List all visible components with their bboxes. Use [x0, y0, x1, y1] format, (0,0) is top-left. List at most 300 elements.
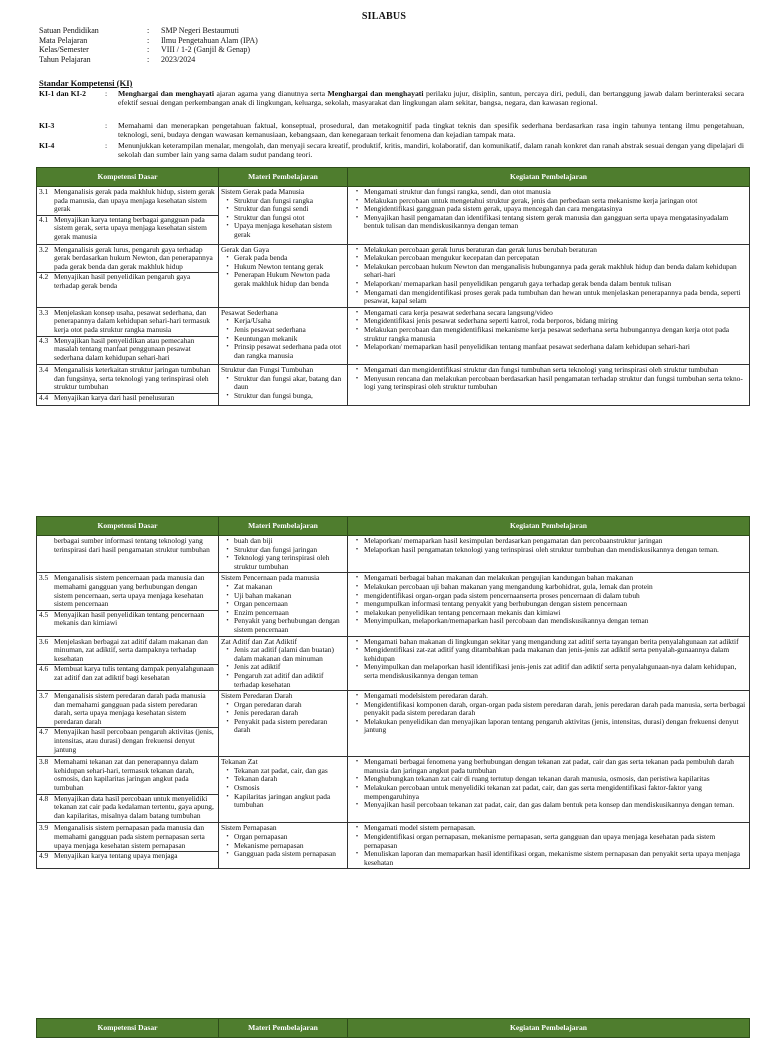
materi-text: Pengaruh zat aditif dan adiktif terhadap kesehatan: [234, 670, 324, 689]
header-materi: Materi Pembelajaran: [219, 1019, 348, 1038]
header-kegiatan: Kegiatan Pembelajaran: [348, 517, 750, 536]
kd-text: Menganalisis keterkaitan struktur jaringan tumbuhan dan fungsinya, serta teknologi yang terinspirasi oleh struktur tumbuhan: [54, 365, 211, 392]
kd-item: [37, 273, 218, 291]
kd-item: [37, 728, 218, 755]
kegiatan-text: Melaporkan/ memaparkan hasil penyelidikan pengaruh gaya terhadap gerak benda dalam bentuk tulisan: [364, 278, 672, 288]
materi-list: [221, 767, 345, 810]
info-value: VIII / 1-2 (Ganjil & Genap): [161, 45, 251, 55]
kd-item: [37, 394, 218, 404]
materi-item: [221, 850, 345, 859]
ki-text: Memahami dan menerapkan pengetahuan faktual, konseptual, prosedural, dan metakognitif pada tingkat teknis dan spesifik sederhana berdasarkan rasa ingin tahunya tentang ilmu pengetahuan, teknologi, seni, budaya dengan wawasan kemanusiaan, kebangsaan, dan kenegaraan terkait fenomena dan kejadian tampak mata.: [118, 121, 744, 139]
bullet-icon: •: [226, 196, 229, 204]
ki-key: KI-3: [39, 121, 55, 130]
kd-number: 4.1: [39, 214, 49, 224]
bullet-icon: •: [355, 646, 359, 654]
bullet-icon: •: [355, 188, 359, 195]
kegiatan-list: [350, 188, 747, 231]
kegiatan-text: Melakukan percobaan hukum Newton dan menganalisis hubungannya pada gerak makhluk hidup dan benda dalam kehidupan sehari-hari: [364, 261, 737, 280]
materi-text: Organ pencernaan: [234, 599, 288, 609]
kegiatan-text: Mengamati model sistem pernapasan.: [364, 823, 476, 833]
materi-item: [221, 271, 345, 288]
kd-number: 3.6: [39, 636, 49, 646]
kd-item: [37, 337, 218, 364]
bullet-icon: •: [355, 617, 359, 625]
bullet-icon: •: [355, 343, 359, 351]
bullet-icon: •: [355, 700, 359, 708]
bullet-icon: •: [355, 205, 359, 213]
materi-text: Teknologi yang terinspirasi oleh struktur tumbuhan: [234, 553, 330, 571]
materi-text: Struktur dan fungsi otot: [234, 212, 305, 222]
info-value: Ilmu Pengetahuan Alam (IPA): [161, 35, 258, 45]
materi-item: [221, 793, 345, 810]
materi-text: Tekanan darah: [234, 774, 278, 784]
info-colon: :: [147, 35, 150, 45]
kompetensi-dasar-cell: [37, 307, 219, 365]
ki-colon: :: [105, 141, 108, 150]
materi-list: [221, 833, 345, 859]
materi-text: Organ peredaran darah: [234, 699, 302, 709]
kegiatan-text: Menghubungkan tekanan zat cair di ruang tertutup dengan tekanan darah manusia, osmosis, dan peristiwa kapilaritas: [364, 774, 710, 784]
info-colon: :: [147, 26, 150, 35]
bullet-icon: •: [355, 279, 359, 287]
bullet-icon: •: [355, 824, 359, 832]
kd-text: Menyajikan data hasil percobaan untuk menyelidiki tekanan zat cair pada kedalaman tertentu, gaya apung, dan kapilaritas, misalnya dalam batang tumbuhan: [54, 793, 214, 820]
info-label: Satuan Pendidikan: [39, 26, 99, 35]
kd-item: [37, 309, 218, 337]
info-row: [39, 55, 258, 65]
kd-item: [37, 665, 218, 683]
kegiatan-item: [350, 833, 747, 850]
bullet-icon: •: [226, 334, 229, 342]
bullet-icon: •: [355, 374, 359, 382]
materi-title: Sistem Peredaran Darah: [221, 691, 293, 701]
materi-text: buah dan biji: [234, 536, 273, 545]
materi-text: Penyakit yang berhubungan dengan sistem pencernaan: [234, 616, 340, 634]
materi-text: Struktur dan fungsi jaringan: [234, 544, 318, 554]
kegiatan-list: [350, 758, 747, 810]
kegiatan-text: Mengamati dan mengidentifikasi proses gerak pada tumbuhan dan hewan untuk menjelaskan penerapannya pada benda, seperti pesawat, kapal selam: [364, 287, 741, 306]
bullet-icon: •: [355, 245, 359, 253]
kegiatan-list: [350, 692, 747, 735]
materi-item: [221, 646, 345, 663]
kompetensi-dasar-cell: [37, 636, 219, 691]
kegiatan-cell: [348, 757, 750, 823]
kegiatan-item: [350, 801, 747, 810]
kd-text: Menganalisis gerak pada makhluk hidup, sistem gerak pada manusia, dan upaya menjaga kesehatan sistem gerak: [54, 187, 215, 214]
kompetensi-dasar-cell: [37, 823, 219, 869]
table-row: [37, 244, 750, 307]
kegiatan-text: Melakukan percobaan dan mengidentifikasi mekanisme kerja pesawat sederhana serta hubungannya dengan kerja otot pada struktur rangka manusia: [364, 324, 730, 343]
bullet-icon: •: [355, 784, 359, 792]
materi-list: [221, 583, 345, 635]
kegiatan-list: [350, 309, 747, 352]
bullet-icon: •: [226, 554, 229, 562]
ki-3-row: [39, 121, 744, 139]
kegiatan-cell: [348, 244, 750, 307]
materi-text: Mekanisme pernapasan: [234, 840, 304, 850]
materi-text: Tekanan zat padat, cair, dan gas: [234, 765, 328, 775]
materi-list: [221, 197, 345, 240]
materi-cell: [219, 573, 348, 636]
materi-text: Jenis pesawat sederhana: [234, 324, 306, 334]
bullet-icon: •: [226, 262, 229, 270]
bullet-icon: •: [226, 608, 229, 616]
materi-title: Sistem Gerak pada Manusia: [221, 187, 305, 196]
info-label: Mata Pelajaran: [39, 35, 88, 45]
kd-number: 4.6: [39, 664, 49, 674]
kd-number: 4.8: [39, 793, 49, 803]
materi-item: [221, 554, 345, 571]
kd-number: 3.2: [39, 244, 49, 254]
table-row: [37, 691, 750, 757]
kegiatan-item: [350, 546, 747, 555]
kegiatan-text: Mengamati bahan makanan di lingkungan sekitar yang mengandung zat aditif serta tayangan berita penyalahgunaan zat adiktif: [364, 636, 739, 646]
header-materi: Materi Pembelajaran: [219, 168, 348, 187]
kegiatan-item: [350, 850, 747, 867]
bullet-icon: •: [226, 374, 229, 382]
materi-text: Kapilaritas jaringan angkut pada tumbuhan: [234, 791, 331, 810]
kd-number: 3.8: [39, 757, 49, 767]
materi-list: [221, 375, 345, 401]
kegiatan-text: Menuliskan laporan dan memaparkan hasil identifikasi organ, mekanisme sistem pernapasan dan penyakit serta upaya menjaga kesehatan: [364, 849, 741, 867]
school-info: [39, 26, 258, 64]
bullet-icon: •: [226, 784, 229, 792]
kegiatan-text: Menyajikan hasil percobaan tekanan zat padat, cair, dan gas dalam bentuk peta konsep dan mendiskusikannya dengan teman.: [364, 800, 735, 810]
kegiatan-cell: [348, 536, 750, 573]
ki-1-2-row: [39, 89, 744, 107]
bullet-icon: •: [355, 366, 359, 374]
materi-list: [221, 646, 345, 689]
kegiatan-text: Mengidentifikasi jenis pesawat sederhana seperti katrol, roda berporos, bidang miring: [364, 316, 618, 326]
kegiatan-text: Melaporkan hasil pengamatan teknologi yang terinspirasi oleh struktur tumbuhan dan mendiskusikannya dengan teman.: [364, 544, 719, 554]
materi-cell: [219, 536, 348, 573]
materi-text: Gangguan pada sistem pernapasan: [234, 849, 336, 859]
materi-title: Pesawat Sederhana: [221, 307, 278, 317]
bullet-icon: •: [226, 717, 229, 725]
table-row: [37, 573, 750, 636]
bullet-icon: •: [355, 801, 359, 809]
bullet-icon: •: [226, 222, 229, 230]
materi-cell: [219, 307, 348, 365]
kegiatan-list: [350, 574, 747, 626]
kd-text: Menganalisis sistem peredaran darah pada manusia dan memahami gangguan pada sistem peredaran darah, serta upaya menjaga kesehatan sistem peredaran darah: [54, 691, 206, 726]
info-row: [39, 45, 258, 55]
kegiatan-text: Melakukan percobaan untuk mengetahui struktur gerak, jenis dan perbedaan serta mekanisme kerja jaringan otot: [364, 195, 698, 205]
info-row: [39, 26, 258, 36]
bullet-icon: •: [226, 205, 229, 213]
materi-title: Zat Aditif dan Zat Adiktif: [221, 636, 297, 646]
bullet-icon: •: [355, 600, 359, 608]
header-kegiatan: Kegiatan Pembelajaran: [348, 168, 750, 187]
kegiatan-item: [350, 784, 747, 801]
kd-text: Menganalisis gerak lurus, pengaruh gaya terhadap gerak berdasarkan hukum Newton, dan penerapannya pada gerak benda dan gerak makhluk hidup: [54, 244, 213, 271]
kd-text: Memahami tekanan zat dan penerapannya dalam kehidupan sehari-hari, termasuk tekanan darah, osmosis, dan kapilaritas jaringan angkut pada tumbuhan: [54, 757, 199, 793]
kd-text: Menyajikan hasil percobaan pengaruh aktivitas (jenis, intensitas, atau durasi) dengan frekuensi denyut jantung: [54, 727, 214, 754]
bullet-icon: •: [355, 591, 359, 599]
kompetensi-dasar-cell: [37, 187, 219, 245]
bullet-icon: •: [355, 254, 359, 262]
kegiatan-text: Melakukan percobaan untuk menyelidiki tekanan zat padat, cair, dan gas serta mengidentifikasi faktor-faktor yang mempengaruhinya: [364, 783, 702, 801]
kegiatan-text: Menyimpulkan, melaporkan/memaparkan hasil percobaan dan mendiskusikannya dengan teman: [364, 616, 649, 626]
kegiatan-text: Mengidentifikasi organ pernapasan, mekanisme pernapasan, serta gangguan dan upaya menjaga kesehatan pada sistem pernapasan: [364, 832, 716, 850]
bullet-icon: •: [355, 608, 359, 616]
kegiatan-cell: [348, 307, 750, 365]
bullet-icon: •: [355, 308, 359, 316]
materi-text: Kerja/Usaha: [234, 316, 271, 326]
info-colon: :: [147, 54, 150, 64]
syllabus-table-1: [36, 167, 750, 406]
kegiatan-text: Menyusun rencana dan melakukan percobaan berdasarkan hasil pengamatan terhadap struktur dan fungsi tumbuhan serta tekno-logi yang terinspirasi oleh struktur tumbuhan: [364, 373, 743, 392]
kegiatan-text: Mengamati cara kerja pesawat sederhana secara langsung/video: [364, 307, 553, 317]
kd-text: Menyajikan karya dari hasil penelusuran: [54, 393, 175, 403]
kd-text: Menyajikan hasil penyelidikan pengaruh gaya terhadap gerak benda: [54, 272, 191, 290]
kegiatan-text: mengumpulkan informasi tentang penyakit yang berhubungan dengan sistem pencernaan: [364, 599, 628, 609]
kegiatan-list: [350, 366, 747, 392]
kegiatan-cell: [348, 691, 750, 757]
kd-item: [37, 246, 218, 274]
info-label: Tahun Pelajaran: [39, 54, 91, 64]
materi-text: Struktur dan fungsi sendi: [234, 204, 309, 214]
kegiatan-list: [350, 824, 747, 867]
bullet-icon: •: [226, 254, 229, 262]
materi-cell: [219, 365, 348, 405]
kegiatan-text: Melaporkan/ memaparkan hasil kesimpulan berdasarkan pengamatan dan percobaanstruktur jaringan: [364, 536, 663, 545]
bullet-icon: •: [226, 766, 229, 774]
kegiatan-text: Mengidentifikasi gangguan pada sistem gerak, upaya mencegah dan cara mengatasinya: [364, 204, 623, 214]
bullet-icon: •: [226, 617, 229, 625]
table-row: [37, 365, 750, 405]
bullet-icon: •: [226, 663, 229, 671]
kegiatan-text: Mengidentifikasi zat-zat aditif yang ditambahkan pada makanan dan jenis-jenis zat adiktif serta penyalah-gunaannya dalam kehidupan: [364, 645, 730, 663]
kegiatan-cell: [348, 823, 750, 869]
kegiatan-text: Melaporkan/ memaparkan hasil penyelidikan tentang manfaat pesawat sederhana dalam kehidupan sehari-hari: [364, 342, 690, 352]
kegiatan-text: Mengamati berbagai bahan makanan dan melakukan pengujian kandungan bahan makanan: [364, 573, 634, 583]
ki-key: KI-4: [39, 141, 55, 150]
bullet-icon: •: [355, 213, 359, 221]
bullet-icon: •: [226, 833, 229, 840]
kompetensi-dasar-cell: [37, 573, 219, 636]
kegiatan-text: Melakukan percobaan uji bahan makanan yang mengandung karbohidrat, gula, lemak dan protein: [364, 581, 653, 591]
kd-text: Menjelaskan berbagai zat aditif dalam makanan dan minuman, zat adiktif, serta dampaknya terhadap kesehatan: [54, 636, 208, 663]
kd-item: [37, 611, 218, 629]
materi-text: Osmosis: [234, 783, 260, 793]
kegiatan-text: Menyimpulkan dan melaporkan hasil identifikasi jenis-jenis zat aditif dan adiktif serta penyalahgunaan-nya dalam kehidupan, serta mendiskusikannya dengan teman: [364, 662, 737, 680]
kd-number: 3.3: [39, 307, 49, 317]
materi-cell: [219, 823, 348, 869]
kegiatan-text: Mengamati modelsistem peredaran darah.: [364, 691, 488, 701]
kd-item: [37, 824, 218, 852]
bullet-icon: •: [355, 637, 359, 645]
syllabus-table-3-header: [36, 1018, 750, 1038]
kd-number: 3.4: [39, 365, 49, 375]
kegiatan-item: [350, 617, 747, 626]
materi-item: [221, 392, 345, 401]
kegiatan-text: Melakukan percobaan gerak lurus beraturan dan gerak lurus berubah beraturan: [364, 244, 597, 254]
kd-item: [37, 795, 218, 822]
table-row: [37, 307, 750, 365]
materi-item: [221, 672, 345, 689]
kd-number: 3.9: [39, 823, 49, 833]
materi-list: [221, 317, 345, 360]
bullet-icon: •: [355, 545, 359, 553]
bullet-icon: •: [355, 537, 359, 544]
ki-4-row: [39, 141, 744, 159]
bullet-icon: •: [355, 663, 359, 671]
info-label: Kelas/Semester: [39, 45, 89, 55]
materi-text: Jenis peredaran darah: [234, 708, 299, 718]
materi-cell: [219, 691, 348, 757]
bullet-icon: •: [226, 591, 229, 599]
kd-number: 4.5: [39, 609, 49, 619]
bullet-icon: •: [355, 833, 359, 840]
kd-item: [37, 638, 218, 666]
materi-title: Sistem Pencernaan pada manusia: [221, 573, 320, 583]
kegiatan-list: [350, 537, 747, 554]
kegiatan-item: [350, 343, 747, 352]
bullet-icon: •: [355, 196, 359, 204]
materi-text: Organ pernapasan: [234, 832, 288, 841]
header-kompetensi-dasar: Kompetensi Dasar: [37, 1019, 219, 1038]
materi-text: Upaya menjaga kesehatan sistem gerak: [234, 221, 332, 239]
kd-text: Menyajikan karya tentang upaya menjaga: [54, 851, 178, 861]
materi-text: Uji bahan makanan: [234, 590, 292, 600]
ki-key: KI-1 dan KI-2: [39, 89, 86, 98]
kegiatan-item: [350, 289, 747, 306]
bullet-icon: •: [226, 700, 229, 708]
materi-text: Gerak pada benda: [234, 253, 288, 263]
kd-text: Menyajikan hasil penyelidikan atau pemecahan masalah tentang manfaat penggunaan pesawat sederhana dalam kehidupan sehari-hari: [54, 335, 195, 362]
bullet-icon: •: [226, 317, 229, 325]
info-colon: :: [147, 45, 150, 55]
kegiatan-list: [350, 638, 747, 681]
bullet-icon: •: [355, 582, 359, 590]
bullet-icon: •: [226, 841, 229, 849]
materi-text: Penerapan Hukum Newton pada gerak makhluk hidup dan benda: [234, 270, 330, 288]
kd-number: 3.7: [39, 691, 49, 701]
header-kompetensi-dasar: Kompetensi Dasar: [37, 517, 219, 536]
bullet-icon: •: [355, 574, 359, 582]
materi-title: Gerak dan Gaya: [221, 244, 270, 254]
header-kegiatan: Kegiatan Pembelajaran: [348, 1019, 750, 1038]
info-value: SMP Negeri Bestaumuti: [161, 26, 239, 35]
bullet-icon: •: [226, 600, 229, 608]
kd-number: 3.1: [39, 187, 49, 196]
bullet-icon: •: [226, 582, 229, 590]
materi-text: Penyakit pada sistem peredaran darah: [234, 716, 328, 735]
kd-item: [37, 366, 218, 394]
kegiatan-cell: [348, 365, 750, 405]
header-kompetensi-dasar: Kompetensi Dasar: [37, 168, 219, 187]
kompetensi-dasar-cell: [37, 244, 219, 307]
kompetensi-dasar-cell: [37, 691, 219, 757]
materi-text: Jenis zat aditif (alami dan buatan) dalam makanan dan minuman: [234, 645, 334, 663]
materi-cell: [219, 244, 348, 307]
bullet-icon: •: [226, 325, 229, 333]
table-row: [37, 823, 750, 869]
kegiatan-text: Melakukan percobaan mengukur kecepatan dan percepatan: [364, 253, 540, 263]
materi-text: Struktur dan fungsi akar, batang dan daun: [234, 373, 342, 392]
bullet-icon: •: [226, 646, 229, 654]
kompetensi-dasar-cell: [37, 365, 219, 405]
ki-text: Menghargai dan menghayati ajaran agama yang dianutnya serta Menghargai dan menghayati perilaku jujur, disiplin, santun, percaya diri, peduli, dan bertanggung jawab dalam berinteraksi secara efektif sesuai dengan perkembangan anak di lingkungan, keluarga, sekolah, masyarakat dan lingkungan alam sekitar, bangsa, negara, dan kawasan regional.: [118, 89, 744, 107]
kegiatan-item: [350, 718, 747, 735]
kompetensi-dasar-cell: [37, 536, 219, 573]
kd-text: Menganalisis sistem pernapasan pada manusia dan memahami gangguan pada sistem pernapasan serta upaya menjaga kesehatan sistem pernapasan: [54, 823, 205, 850]
materi-item: [221, 718, 345, 735]
bullet-icon: •: [355, 758, 359, 766]
kd-number: 4.7: [39, 727, 49, 737]
kegiatan-list: [350, 246, 747, 306]
bullet-icon: •: [355, 288, 359, 296]
materi-list: [221, 254, 345, 288]
bullet-icon: •: [355, 850, 359, 858]
bullet-icon: •: [355, 692, 359, 700]
kd-item: [37, 758, 218, 794]
kd-continuation: berbagai sumber informasi tentang teknologi yang terinspirasi dari hasil pengamatan struktur tumbuhan: [54, 536, 210, 554]
kd-text: Menyajikan karya tentang berbagai gangguan pada sistem gerak, serta upaya menjaga kesehatan sistem gerak manusia: [54, 214, 207, 241]
bullet-icon: •: [226, 792, 229, 800]
kegiatan-text: Mengamati struktur dan fungsi rangka, sendi, dan otot manusia: [364, 187, 551, 196]
materi-title: Struktur dan Fungsi Tumbuhan: [221, 365, 314, 375]
kd-item: [37, 692, 218, 728]
materi-text: Struktur dan fungsi rangka: [234, 195, 314, 205]
kd-number: 4.9: [39, 851, 49, 861]
materi-title: Sistem Pernapasan: [221, 823, 277, 833]
materi-text: Struktur dan fungsi bunga,: [234, 391, 313, 401]
materi-text: Hukum Newton tentang gerak: [234, 261, 324, 271]
ki-text: Menunjukkan keterampilan menalar, mengolah, dan menyaji secara kreatif, produktif, kritis, mandiri, kolaboratif, dan komunikatif, dalam ranah konkret dan ranah abstrak sesuai dengan yang dipelajari di sekolah dan sumber lain yang sama dalam sudut pandang teori.: [118, 141, 744, 159]
kegiatan-text: Mengamati dan mengidentifikasi struktur dan fungsi tumbuhan serta teknologi yang terinspirasi oleh struktur tumbuhan: [364, 365, 719, 375]
kd-number: 4.2: [39, 272, 49, 282]
materi-list: [221, 537, 345, 571]
kegiatan-cell: [348, 636, 750, 691]
header-materi: Materi Pembelajaran: [219, 517, 348, 536]
table-row: [37, 187, 750, 245]
ki-colon: :: [105, 121, 108, 130]
bullet-icon: •: [226, 545, 229, 553]
table-row: [37, 757, 750, 823]
bullet-icon: •: [226, 213, 229, 221]
kd-text: Menjelaskan konsep usaha, pesawat sederhana, dan penerapannya dalam kehidupan sehari-hari termasuk kerja otot pada struktur rangka manusia: [54, 307, 210, 334]
table-row: [37, 536, 750, 573]
bullet-icon: •: [226, 271, 229, 279]
bullet-icon: •: [355, 262, 359, 270]
materi-text: Zat makanan: [234, 581, 273, 591]
kd-number: 4.4: [39, 393, 49, 403]
kd-text: Menyajikan hasil penyelidikan tentang pencernaan mekanis dan kimiawi: [54, 609, 205, 628]
kegiatan-text: Mengidentifikasi komponen darah, organ-organ pada sistem peredaran darah, jenis peredaran darah pada manusia, serta berbagai penyakit pada sistem peredaran darah: [364, 699, 746, 718]
kegiatan-text: Menyajikan hasil pengamatan dan identifikasi tentang sistem gerak manusia dan gangguan serta upaya mengatasinyadalam bentuk tulisan dan mendiskusikannya dengan teman: [364, 212, 729, 231]
kd-number: 4.3: [39, 335, 49, 345]
materi-cell: [219, 187, 348, 245]
table-row: [37, 636, 750, 691]
kegiatan-text: Melakukan penyelidikan dan menyajikan laporan tentang pengaruh aktivitas (jenis, intensitas, durasi) dengan frekuensi denyut jantung: [364, 716, 739, 735]
materi-text: Enzim pencernaan: [234, 607, 289, 617]
standar-kompetensi-heading: Standar Kompetensi (KI): [39, 78, 133, 88]
materi-text: Prinsip pesawat sederhana pada otot dan rangka manusia: [234, 342, 342, 360]
kd-item: [37, 216, 218, 243]
materi-list: [221, 701, 345, 735]
materi-text: Jenis zat adiktif: [234, 662, 281, 672]
kegiatan-text: melakukan penyelidikan tentang pencernaan mekanis dan kimiawi: [364, 607, 561, 617]
kompetensi-dasar-cell: [37, 757, 219, 823]
kd-item: [37, 574, 218, 610]
kd-item: [37, 852, 218, 862]
document-title: SILABUS: [361, 11, 407, 22]
kegiatan-cell: [348, 573, 750, 636]
bullet-icon: •: [226, 537, 229, 544]
bullet-icon: •: [226, 343, 229, 351]
